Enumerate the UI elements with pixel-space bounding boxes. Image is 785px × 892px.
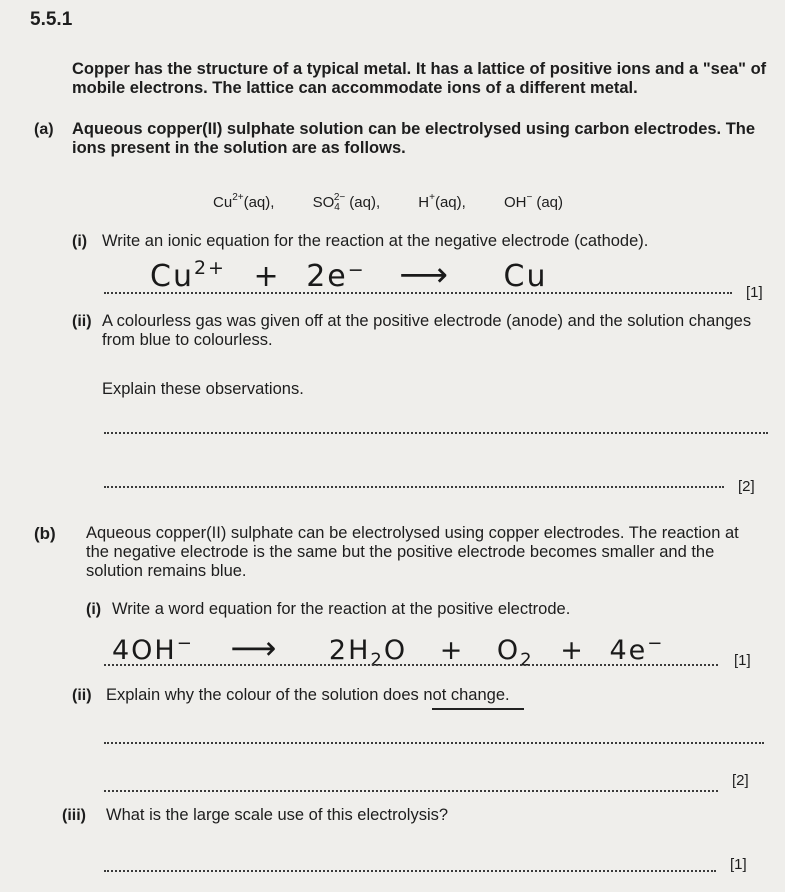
b-iii-answer-line[interactable] (104, 870, 716, 872)
a-ii-prompt: Explain these observations. (102, 380, 304, 398)
a-i-marks: [1] (746, 284, 763, 301)
a-ii-text: A colourless gas was given off at the positive electrode (anode) and the solution changes from blue to colourless. (102, 312, 752, 349)
part-b-label: (b) (34, 524, 56, 543)
part-b-stem: Aqueous copper(II) sulphate can be electrolysed using copper electrodes. The reaction at the negative electrode is the same but the positive electrode becomes smaller and the solution remains blue. (86, 524, 739, 580)
b-i-handwritten-answer: 4OH− ⟶ $2H_2O + O_2 + 4e^-$ (112, 629, 665, 671)
b-ii-label: (ii) (72, 687, 92, 704)
b-iii-label: (iii) (62, 807, 86, 824)
b-ii-text: Explain why the colour of the solution does not change. (106, 686, 510, 704)
b-i-text: Write a word equation for the reaction at the positive electrode. (112, 600, 571, 618)
ion-hydroxide: OH− (aq) (503, 192, 564, 211)
ion-hydrogen: H+(aq), (418, 192, 466, 211)
a-ii-answer-line-2[interactable] (104, 486, 724, 488)
intro-text: Copper has the structure of a typical metal. It has a lattice of positive ions and a "sea" of mobile electrons. The lattice can accommodate ions of a different metal. (72, 60, 767, 97)
a-ii-marks: [2] (738, 478, 755, 495)
b-i-label: (i) (86, 601, 102, 618)
b-ii-answer-line-2[interactable] (104, 790, 718, 792)
ion-list (213, 188, 597, 217)
b-i-marks: [1] (734, 652, 751, 669)
b-i-answer-line[interactable] (104, 664, 718, 666)
a-i-label: (i) (72, 233, 88, 250)
a-ii-label: (ii) (72, 313, 92, 330)
not-change-underline (432, 708, 524, 710)
b-iii-marks: [1] (730, 856, 747, 873)
question-number: 5.5.1 (30, 9, 73, 30)
part-a-label: (a) (34, 121, 54, 138)
a-i-answer-line[interactable] (104, 292, 732, 294)
b-ii-marks: [2] (732, 772, 749, 789)
a-i-handwritten-answer: $Cu^{2+} + 2e^-$ ⟶ Cu (150, 255, 548, 295)
b-iii-text: What is the large scale use of this electrolysis? (106, 806, 449, 824)
b-ii-answer-line-1[interactable] (104, 742, 764, 744)
part-a-stem: Aqueous copper(II) sulphate solution can be electrolysed using carbon electrodes. The ions present in the solution are as follows. (72, 120, 756, 157)
ion-copper: $Cu^{2+}(aq)$, (213, 192, 275, 211)
a-i-text: Write an ionic equation for the reaction at the negative electrode (cathode). (102, 232, 649, 250)
a-ii-answer-line-1[interactable] (104, 432, 768, 434)
ion-sulphate: $SO_4^{2-}$ (aq), (312, 192, 381, 213)
